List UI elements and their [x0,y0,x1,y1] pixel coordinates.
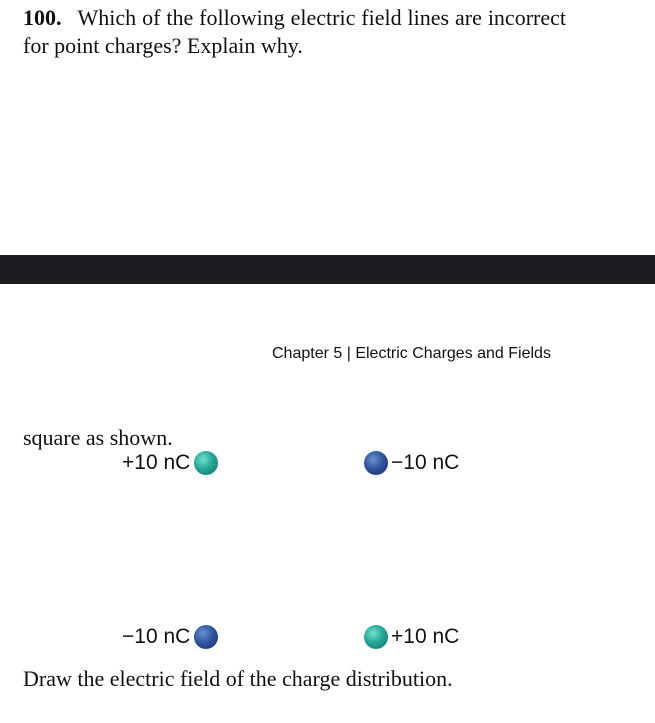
charge-bottom-left-label: −10 nC [122,625,191,648]
question-100 [23,4,566,60]
charge-top-left [122,449,218,477]
charge-top-left-label: +10 nC [122,451,191,474]
negative-charge-sphere-icon [364,451,388,475]
charge-bottom-left [122,623,218,651]
problem-instruction: Draw the electric field of the charge distribution. [23,666,453,691]
page-break-bar [0,255,655,284]
charge-top-right [364,449,459,477]
question-number: 100. [23,5,62,30]
positive-charge-sphere-icon [364,625,388,649]
positive-charge-sphere-icon [194,451,218,475]
chapter-running-header: Chapter 5 | Electric Charges and Fields [272,345,551,362]
charge-bottom-right [364,623,459,651]
negative-charge-sphere-icon [194,625,218,649]
problem-fragment-text: square as shown. [23,425,173,450]
question-text: Which of the following electric field lines are incorrect for point charges? Explain why. [23,5,566,58]
charge-top-right-label: −10 nC [391,451,460,474]
charge-bottom-right-label: +10 nC [391,625,460,648]
